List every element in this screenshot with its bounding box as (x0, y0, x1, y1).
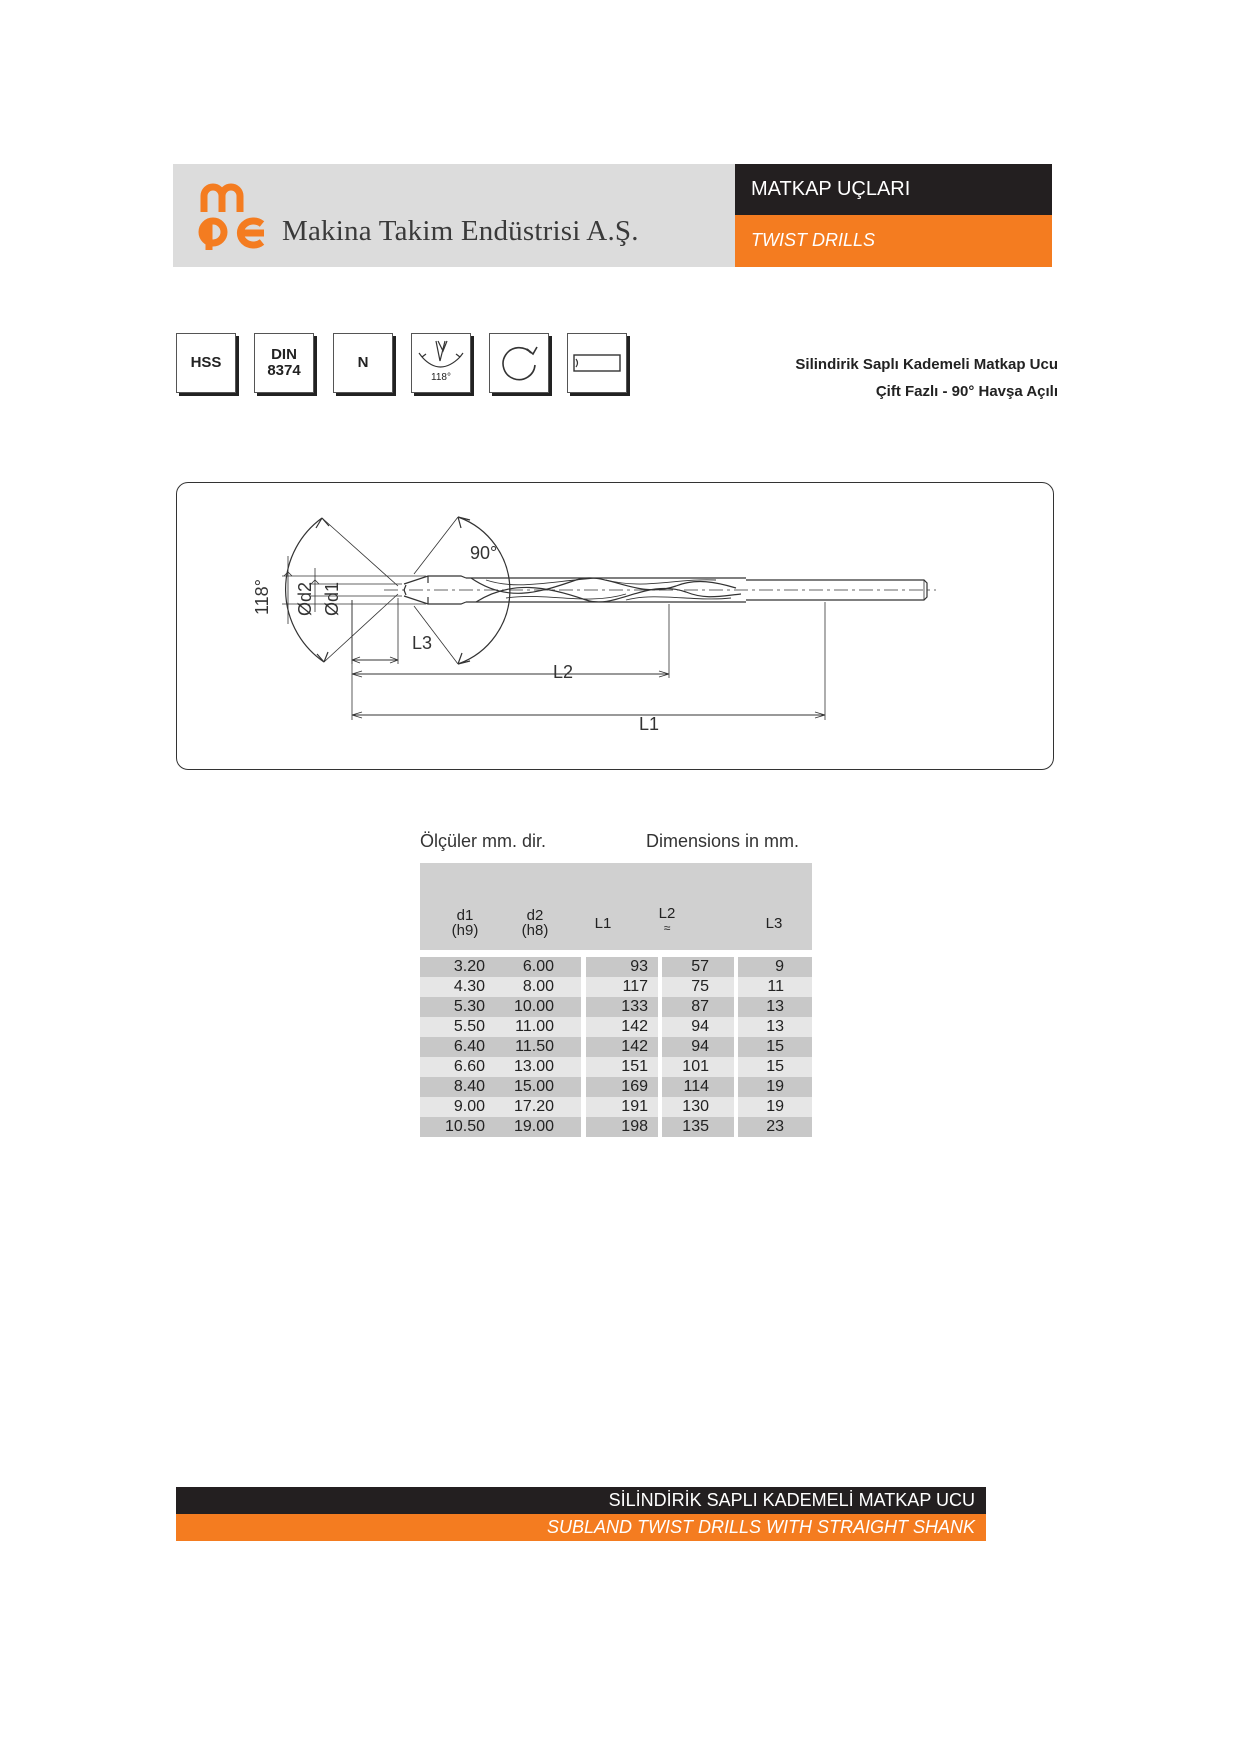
cell-l3: 13 (738, 997, 812, 1017)
cell-l1: 198 (586, 1117, 658, 1137)
cell-d1: 9.00 (453, 1098, 485, 1115)
shank-type-badge (567, 333, 627, 393)
table-row (420, 1037, 581, 1057)
type-label: N (357, 354, 369, 372)
cell-l1: 133 (586, 997, 658, 1017)
cell-d1: 5.30 (453, 998, 485, 1015)
table-row (420, 1057, 581, 1077)
table-row (420, 957, 581, 977)
cell-d1: 6.40 (453, 1038, 485, 1055)
cell-l3: 19 (738, 1097, 812, 1117)
cell-l3: 11 (738, 977, 812, 997)
l1-label: L1 (639, 714, 660, 734)
category-title-tr: MATKAP UÇLARI (735, 164, 1052, 215)
cell-l3: 15 (738, 1037, 812, 1057)
category-title-en: TWIST DRILLS (735, 215, 1052, 267)
cell-d1: 10.50 (444, 1118, 485, 1135)
footer-title-tr: SİLİNDİRİK SAPLI KADEMELİ MATKAP UCU (176, 1487, 986, 1514)
cell-l2: 87 (662, 997, 734, 1017)
step-angle-label: 90° (470, 543, 498, 563)
hss-label: HSS (190, 354, 222, 372)
diameter-column-group (420, 957, 581, 1137)
cell-l1: 191 (586, 1097, 658, 1117)
cell-d2: 15.00 (513, 1078, 554, 1095)
cell-l2: 101 (662, 1057, 734, 1077)
straight-shank-icon (571, 351, 623, 375)
drill-point-icon (416, 337, 466, 375)
drill-type-badge (333, 333, 393, 393)
cell-l1: 93 (586, 957, 658, 977)
cell-l1: 142 (586, 1017, 658, 1037)
cell-d1: 4.30 (453, 978, 485, 995)
cell-d1: 8.40 (453, 1078, 485, 1095)
cell-d2: 11.00 (515, 1018, 554, 1035)
product-title: Silindirik Saplı Kademeli Matkap Ucu (795, 356, 1058, 373)
l3-label: L3 (412, 633, 433, 653)
clockwise-rotation-icon (497, 341, 541, 385)
cell-d2: 10.00 (513, 998, 554, 1015)
cell-d1: 3.20 (453, 958, 485, 975)
l1-column (586, 957, 658, 1137)
cell-l2: 114 (662, 1077, 734, 1097)
cell-d2: 8.00 (522, 978, 554, 995)
table-row (420, 1017, 581, 1037)
l2-label: L2 (553, 662, 574, 682)
header-l2: L2 ≈ (658, 905, 676, 935)
point-angle-label: 118° (431, 372, 451, 383)
cell-l2: 57 (662, 957, 734, 977)
drill-technical-drawing (176, 482, 1054, 770)
table-row (420, 1097, 581, 1117)
footer-title-en: SUBLAND TWIST DRILLS WITH STRAIGHT SHANK (176, 1514, 986, 1541)
l3-column (738, 957, 812, 1137)
din-label: DIN (271, 346, 297, 364)
table-row (420, 1077, 581, 1097)
units-label-tr: Ölçüler mm. dir. (420, 831, 547, 851)
l2-column (662, 957, 734, 1137)
product-subtitle: Çift Fazlı - 90° Havşa Açılı (875, 383, 1058, 400)
din-number: 8374 (267, 362, 301, 379)
cell-l1: 151 (586, 1057, 658, 1077)
cell-l3: 13 (738, 1017, 812, 1037)
rotation-badge (489, 333, 549, 393)
cell-d1: 5.50 (453, 1018, 485, 1035)
d2-label: Ød2 (295, 581, 315, 616)
company-logo (196, 178, 270, 253)
cell-l3: 9 (738, 957, 812, 977)
cell-l3: 19 (738, 1077, 812, 1097)
cell-l3: 15 (738, 1057, 812, 1077)
company-name: Makina Takim Endüstrisi A.Ş. (282, 215, 639, 247)
header-d1: d1 (h9) (451, 907, 479, 939)
header-l3: L3 (765, 915, 783, 932)
table-row (420, 997, 581, 1017)
cell-l1: 142 (586, 1037, 658, 1057)
din-standard-badge (254, 333, 314, 393)
header-d2: d2 (h8) (521, 907, 549, 939)
d1-label: Ød1 (322, 581, 342, 616)
cell-d1: 6.60 (453, 1058, 485, 1075)
cell-l1: 169 (586, 1077, 658, 1097)
cell-l3: 23 (738, 1117, 812, 1137)
table-row (420, 977, 581, 997)
table-header (420, 863, 812, 950)
units-label-en: Dimensions in mm. (646, 831, 800, 851)
table-row (420, 1117, 581, 1137)
cell-d2: 17.20 (513, 1098, 554, 1115)
cell-d2: 6.00 (522, 958, 554, 975)
cell-l1: 117 (586, 977, 658, 997)
header-l1: L1 (594, 915, 612, 932)
point-angle-label: 118° (252, 579, 272, 615)
cell-l2: 135 (662, 1117, 734, 1137)
point-angle-badge (411, 333, 471, 393)
cell-l2: 130 (662, 1097, 734, 1117)
cell-d2: 13.00 (513, 1058, 554, 1075)
material-hss-badge (176, 333, 236, 393)
cell-l2: 94 (662, 1037, 734, 1057)
cell-l2: 94 (662, 1017, 734, 1037)
cell-d2: 19.00 (513, 1118, 554, 1135)
cell-d2: 11.50 (515, 1038, 554, 1055)
cell-l2: 75 (662, 977, 734, 997)
